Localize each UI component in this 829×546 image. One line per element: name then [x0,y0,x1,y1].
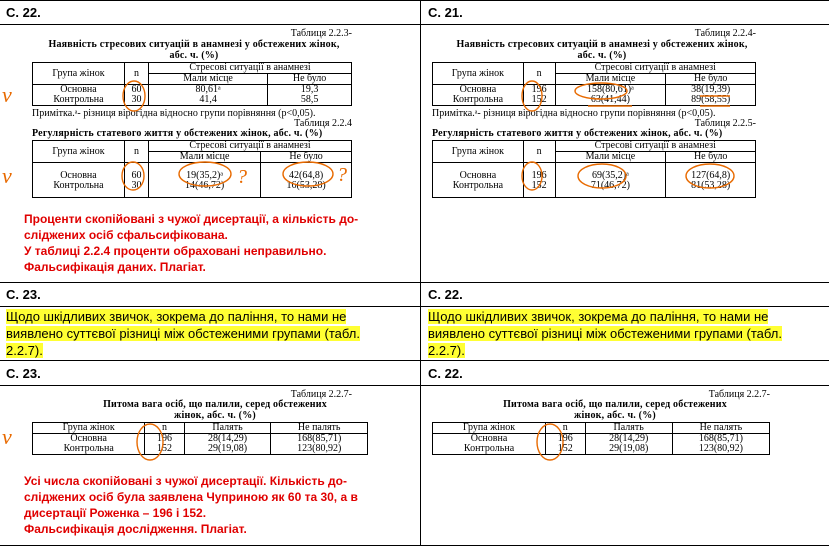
table-title: Регулярність статевого життя у обстежених жінок, абс. ч. (%) [32,128,323,139]
col-header: n [546,423,586,434]
habits-paragraph-left [6,308,416,359]
regularity-table-left [32,140,352,198]
cell-header-right-3: С. 22. [428,366,463,381]
cell-header-right-1: С. 21. [428,5,463,20]
comment-line: сліджених осіб сфальсифікована. [24,228,228,242]
table-caption: Таблиця 2.2.4 [294,118,352,129]
col-header: Група жінок [33,141,125,163]
cell-value: 42(64,8) [261,163,352,182]
row-label: Контрольна [433,95,524,106]
col-header: Мали місце [555,74,666,85]
cell-value: 127(64,8) [666,163,756,182]
cell-n: 152 [145,444,184,455]
row-divider [0,385,829,386]
cell-value: 168(85,71) [271,434,368,445]
table-title: Регулярність статевого життя у обстежених жінок, абс. ч. (%) [432,128,723,139]
highlighted-text: виявлено суттєвої різниці між обстеженими групами (табл. [428,326,782,341]
comment-line: Фальсифікація даних. Плагіат. [24,260,206,274]
cell-value: 19,3 [268,85,352,96]
column-divider [420,0,421,546]
cell-value: 63(41,44) [555,95,666,106]
col-header: Група жінок [433,63,524,85]
table-title: Наявність стресових ситуацій в анамнезі у обстежених жінок, абс. ч. (%) [456,39,748,61]
comment-line: Проценти скопійовані з чужої дисертації, а кількість до- [24,212,359,226]
cell-value: 123(80,92) [672,444,769,455]
table-caption: Таблиця 2.2.7- [708,389,770,400]
table-title: Наявність стресових ситуацій в анамнезі у обстежених жінок, абс. ч. (%) [48,39,340,61]
highlighted-text: 2.2.7). [6,343,43,358]
cell-n: 152 [546,444,586,455]
row-label: Основна [33,434,145,445]
row-divider [0,24,829,25]
cell-n: 196 [546,434,586,445]
regularity-table-right [432,140,756,198]
col-header: Група жінок [33,63,125,85]
cell-value: 168(85,71) [672,434,769,445]
col-header: Мали місце [555,152,666,163]
row-divider [0,360,829,361]
col-header: Стресові ситуації в анамнезі [555,141,755,152]
cell-value: 19(35,2)ᵃ [149,163,261,182]
cell-value: 58,5 [268,95,352,106]
col-header: Не було [268,74,352,85]
row-divider [0,282,829,283]
col-header: Палять [585,423,672,434]
cell-n: 196 [145,434,184,445]
col-header: Стресові ситуації в анамнезі [149,63,352,74]
cell-value: 123(80,92) [271,444,368,455]
col-header: Група жінок [433,141,524,163]
table-title: Питома вага осіб, що палили, серед обстежених жінок, абс. ч. (%) [103,399,327,421]
cell-n: 196 [523,163,555,182]
smoking-table-left [32,422,368,455]
comment-line: дисертації Роженка – 196 і 152. [24,506,207,520]
col-header: Група жінок [33,423,145,434]
col-header: Мали місце [149,152,261,163]
table-title: Питома вага осіб, що палили, серед обстежених жінок, абс. ч. (%) [503,399,727,421]
highlighted-text: Щодо шкідливих звичок, зокрема до паління, то нами не [428,309,769,324]
col-header: Не було [261,152,352,163]
question-mark-icon: ? [237,166,247,188]
check-mark-icon: v [2,163,12,188]
cell-value: 29(19,08) [184,444,271,455]
comment-line: У таблиці 2.2.4 проценти обраховані неправильно. [24,244,327,258]
cell-n: 30 [124,95,148,106]
cell-n: 60 [124,85,148,96]
cell-header-left-2: С. 23. [6,287,41,302]
cell-header-right-2: С. 22. [428,287,463,302]
row-divider [0,0,829,1]
table-caption: Таблиця 2.2.7- [290,389,352,400]
table-caption: Таблиця 2.2.4- [694,28,756,39]
cell-n: 152 [523,95,555,106]
cell-n: 30 [124,181,148,198]
comment-line: Усі числа скопійовані з чужої дисертації. Кількість до- [24,474,348,488]
col-header: Палять [184,423,271,434]
cell-n: 196 [523,85,555,96]
check-mark-icon: v [2,82,12,107]
col-header: Не палять [672,423,769,434]
cell-value: 89(58,55) [666,95,756,106]
cell-value: 69(35,2)ᵃ [555,163,666,182]
col-header: Не було [666,152,756,163]
row-label: Основна [33,85,125,96]
col-header: Мали місце [149,74,268,85]
col-header: Не було [666,74,756,85]
col-header: n [145,423,184,434]
cell-value: 16(53,28) [261,181,352,198]
cell-value: 28(14,29) [585,434,672,445]
question-mark-icon: ? [337,164,347,186]
cell-value: 71(46,72) [555,181,666,198]
row-label: Контрольна [33,181,125,198]
row-label: Основна [433,85,524,96]
cell-n: 152 [523,181,555,198]
table-note: Примітка.ᵃ- різниця вірогідна відносно групи порівняння (р<0,05). [32,108,316,119]
table-note: Примітка.ᵃ- різниця вірогідна відносно групи порівняння (р<0,05). [432,108,716,119]
cell-value: 28(14,29) [184,434,271,445]
cell-value: 158(80,61)ᵃ [555,85,666,96]
col-header: Не палять [271,423,368,434]
stress-table-right [432,62,756,106]
col-header: Стресові ситуації в анамнезі [555,63,755,74]
habits-paragraph-right [428,308,828,359]
cell-value: 81(53,28) [666,181,756,198]
cell-header-left-3: С. 23. [6,366,41,381]
row-label: Контрольна [433,444,546,455]
highlighted-text: виявлено суттєвої різниці між обстеженими групами (табл. [6,326,360,341]
cell-value: 41,4 [149,95,268,106]
plagiarism-comment-1 [24,211,414,275]
table-caption: Таблиця 2.2.5- [694,118,756,129]
check-mark-icon: v [2,424,12,449]
row-label: Контрольна [33,95,125,106]
cell-value: 38(19,39) [666,85,756,96]
row-label: Контрольна [33,444,145,455]
comment-line: сліджених осіб була заявлена Чуприною як 60 та 30, а в [24,490,358,504]
row-label: Контрольна [433,181,524,198]
col-header: n [124,63,148,85]
col-header: Група жінок [433,423,546,434]
comment-line: Фальсифікація дослідження. Плагіат. [24,522,247,536]
col-header: n [523,141,555,163]
stress-table-left [32,62,352,106]
col-header: n [523,63,555,85]
smoking-table-right [432,422,770,455]
row-label: Основна [433,434,546,445]
cell-value: 14(46,72) [149,181,261,198]
col-header: n [124,141,148,163]
row-label: Основна [433,163,524,182]
highlighted-text: Щодо шкідливих звичок, зокрема до паління, то нами не [6,309,347,324]
row-divider [0,306,829,307]
col-header: Стресові ситуації в анамнезі [149,141,352,152]
plagiarism-comment-2 [24,473,414,537]
cell-header-left-1: С. 22. [6,5,41,20]
cell-n: 60 [124,163,148,182]
row-label: Основна [33,163,125,182]
cell-value: 80,61ᵃ [149,85,268,96]
cell-value: 29(19,08) [585,444,672,455]
table-caption: Таблиця 2.2.3- [290,28,352,39]
highlighted-text: 2.2.7). [428,343,465,358]
